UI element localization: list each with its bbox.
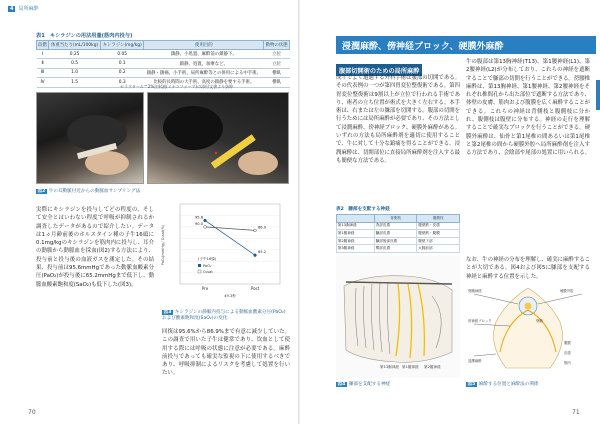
body-paragraph-4: 回復は95.6%から86.9%まで有意に減少していた。この調査で用いた子牛は健常であり、饮血として使用する際には呼吸の状態に注意が必要である。麻酔前投与であっても確実な監視の下に使用するべきであり、呼吸抑制によるリスクを考慮して処置を行いたい。: [162, 329, 290, 377]
syringe-illustration: [148, 93, 289, 184]
anesthesia-site-diagram: [466, 282, 590, 378]
table-cell: 膁部皮膚: [374, 230, 417, 238]
data-point: [254, 254, 257, 257]
table-cell: 立位: [264, 50, 290, 59]
table-header: 腹側枝: [417, 215, 460, 223]
diagram-label: 浸潤麻酔: [468, 359, 482, 363]
table-cell: 第1腰神経: [337, 230, 375, 238]
figure5-caption-text: 麻酔する位置と麻酔法の関係: [478, 382, 539, 387]
diagram-label: 筋肉: [564, 361, 571, 365]
sampling-photo-left: [36, 92, 144, 184]
table-cell: 0.05: [101, 50, 144, 59]
body-paragraph-1: 実際にキシラジンを投与してどの程度の、そして安全とはいわない程度で呼吸が抑制されるか調査したデータがあるので紹介したい。データは1ヵ月齢前後のホルスタイン種の子牛16頭に0.1mg/kgのキシラジンを筋肉内に投与し、耳介の動脈から動脈血を採血(図2)する方法により、投与前と投与後の血液ガスを測定した。その結果、投与前は95.6mmHgであった動脈血酸素分圧(PaO₂)が投与後に65.2mmHgまで低下し、動脈血酸素飽和度(SaO₂)も低下した(図3)。: [36, 207, 154, 288]
table-cell: 1.0: [49, 68, 101, 77]
table-cell: 腹壁下部: [417, 237, 460, 245]
table-cell: 膁部後部皮膚: [374, 237, 417, 245]
table-row: [337, 237, 460, 245]
table-cell: 0.5: [49, 59, 101, 68]
chapter-number: 4: [10, 5, 14, 12]
figure4-caption-text: 膁部を支配する神経: [348, 382, 391, 387]
table-cell: 1.5: [49, 78, 101, 87]
flank-nerve-drawing: [336, 256, 460, 378]
figure2-number: 図2: [37, 189, 46, 194]
sampling-photo-right: [147, 92, 289, 184]
figure3-caption: [162, 310, 290, 322]
data-point: [204, 219, 207, 222]
data-label: 86.9: [258, 225, 267, 230]
figure2-caption: [36, 188, 140, 194]
table-header: 使用目的: [144, 41, 264, 50]
x-tick-label: Pre: [201, 286, 209, 291]
table-cell: 鎮静・鎮痛、小手術、局所麻酔等との併用による中手術。: [144, 68, 264, 77]
table-row: [37, 68, 290, 77]
legend-label-pao2: PaO₂: [203, 264, 212, 268]
data-label: 95.6: [194, 215, 203, 220]
nerve-label-l2: 第2腰神経: [424, 365, 441, 369]
table-cell: 鎮静、処置、加療など。: [144, 59, 264, 68]
series-line: [205, 227, 255, 231]
table-cell: 0.1: [101, 59, 144, 68]
legend-swatch-o2sat: [198, 270, 201, 273]
table-cell: 0.3: [101, 78, 144, 87]
blood-gas-chart: [160, 200, 288, 308]
table-header: [337, 215, 375, 223]
table-cell: 横臥: [264, 78, 290, 87]
figure4-number: 図4: [337, 382, 346, 387]
running-head: [8, 5, 39, 12]
nerve-label-t13: 第13胸神経: [380, 365, 399, 369]
table-cell: 腹壁筋・腹膜: [417, 230, 460, 238]
diagram-label: 脊髄神経: [468, 289, 482, 293]
table-row: [37, 50, 290, 59]
diagram-label: 傍神経ブロック: [468, 319, 492, 323]
chart-legend: [198, 264, 213, 274]
table-cell: 立位: [264, 59, 290, 68]
legend-swatch-pao2: [198, 264, 201, 267]
table-header: 体重当たり(mL/100kg): [49, 41, 101, 50]
table-cell: 第3腰神経: [337, 245, 375, 253]
table-cell: 鎮静、小処置、麻酔前の鎮静下。: [144, 50, 264, 59]
table-cell: 比較的長時間の大手術、高度の鎮静を要する手術。: [144, 78, 264, 87]
figure5-caption: [466, 381, 539, 387]
table1-note: セラクタール™2%注射液(ミナコファーマ)の添付文書より抜粋: [120, 84, 234, 89]
figure4-caption: [336, 381, 390, 387]
table-cell: 第2腰神経: [337, 237, 375, 245]
table-header: 背側枝: [374, 215, 417, 223]
leader-line: [474, 294, 518, 304]
ear-artery-illustration: [37, 93, 144, 184]
table-row: [37, 59, 290, 68]
table-header: 段階: [37, 41, 49, 50]
diagram-label: 脊髄: [536, 319, 543, 323]
table-cell: 背部皮膚: [374, 222, 417, 230]
table-cell: 臀部皮膚: [374, 245, 417, 253]
table-cell: 0.2: [101, 68, 144, 77]
table-row: [337, 230, 460, 238]
table-cell: Ⅳ: [37, 78, 49, 87]
right-column-2-text: 牛の腹部は第13胸神経(T13)、第1腰神経(L1)、第2腰神経(L2)が分布しており、これらの神経を遮断することで膁部の切開を行うことができる。傍腰椎麻酔は、第13胸神経、第1腰神経、第2腰神経をそれぞれ椎間孔から出た部位で遮断する方法であり、体壁の皮膚、筋肉および腹膜を広く麻酔することができる。これらの神経は背側枝と腹側枝に分かれ、腹側枝は腹壁に分布する。神経の走行を理解することで確実なブロックを行うことができる。硬膜外麻酔は、仙骨と第1尾椎の間あるいは第1尾椎と第2尾椎の間から硬膜外腔へ局所麻酔剤を注入する方法であり、会陰部や尾部の処置に用いられる。: [466, 59, 590, 157]
time-annotation: 49.3秒: [224, 294, 236, 298]
table1-caption: 表1 キシラジンの用法用量(筋肉内投与): [36, 33, 133, 39]
chapter-tab: [596, 80, 600, 110]
data-point: [204, 225, 207, 228]
figure3-caption-text: キシラジンの静脈内投与による動脈血酸素分圧(PaO₂)および酸素飽和度(SaO₂)の変化: [162, 310, 286, 321]
table-cell: 第13胸神経: [337, 222, 375, 230]
page-number-right: 71: [572, 409, 580, 416]
nerve-label-l1: 第1腰神経: [402, 365, 419, 369]
figure5-number: 図5: [467, 382, 476, 387]
page-number-left: 70: [28, 409, 36, 416]
data-label: 65.2: [258, 250, 267, 255]
x-tick-label: Post: [250, 286, 260, 291]
nerve-table: [336, 214, 460, 253]
table-cell: Ⅱ: [37, 59, 49, 68]
table-header: キシラジン(mg/kg): [101, 41, 144, 50]
leader-line: [538, 294, 582, 304]
chart-ylabel: PaO₂(mmHg)/ O₂sat(%): [161, 224, 165, 266]
xylazine-dosage-table: [36, 40, 290, 88]
table-cell: 大腿前部: [417, 245, 460, 253]
table-row: [337, 245, 460, 253]
table-header: 動物の状態: [264, 41, 290, 50]
spinal-cord: [525, 303, 532, 310]
figure2-caption-text: 牛の耳動脈付近からの動脈血サンプリング法: [48, 189, 141, 194]
diagram-label: 皮膚: [564, 351, 571, 355]
subhead-abdominal: 腹部切開術のための局所麻酔: [336, 64, 422, 76]
section-banner: 浸潤麻酔、傍神経ブロック、硬膜外麻酔: [336, 36, 596, 54]
diagram-label: 硬膜外腔: [560, 289, 574, 293]
right-column-1-text: 成牛でよく遭遇する外科手術は腹部の切開である。その代表例の一つが第四胃変位整復術である。第四胃変位整復術は9割以上が立位で行われる手術であり、術者の立ち位置が術式を大きく左右する。本手術は、右または左の膁部を切開する。腹部の切開を行うためには局所麻酔が必要であり、その方法として浸潤麻酔、傍神経ブロック、硬膜外麻酔がある。いずれの方法も局所麻酔剤を適切に使用することで、牛に対して十分な鎮痛を得ることができる。浸潤麻酔は、切開部位に直接局所麻酔剤を注入する最も簡便な方法である。: [336, 75, 460, 164]
table-cell: Ⅰ: [37, 50, 49, 59]
table2-caption: 表2 膁部を支配する神経: [336, 207, 390, 212]
leader-line: [474, 354, 496, 356]
legend-label-o2sat: O₂sat: [203, 270, 213, 274]
table-cell: 腹壁筋・皮膚: [417, 222, 460, 230]
chapter-title: 局所麻酔: [18, 6, 39, 12]
diagram-label: 腹膜: [564, 341, 571, 345]
data-point: [254, 229, 257, 232]
table-cell: 横臥: [264, 68, 290, 77]
graph-note: (子牛16頭): [198, 257, 217, 261]
series-line: [205, 220, 255, 255]
figure3-number: 図3: [163, 310, 172, 315]
table-cell: Ⅲ: [37, 68, 49, 77]
data-label: 90.0: [194, 221, 203, 226]
table-row: [337, 222, 460, 230]
right-column-2-text-b: なお、牛の神経の分布を理解し、確実に麻酔することが大切である。図4および図5に膁部を支配する神経と麻酔する位置を示した。: [466, 257, 590, 280]
table-cell: 0.25: [49, 50, 101, 59]
